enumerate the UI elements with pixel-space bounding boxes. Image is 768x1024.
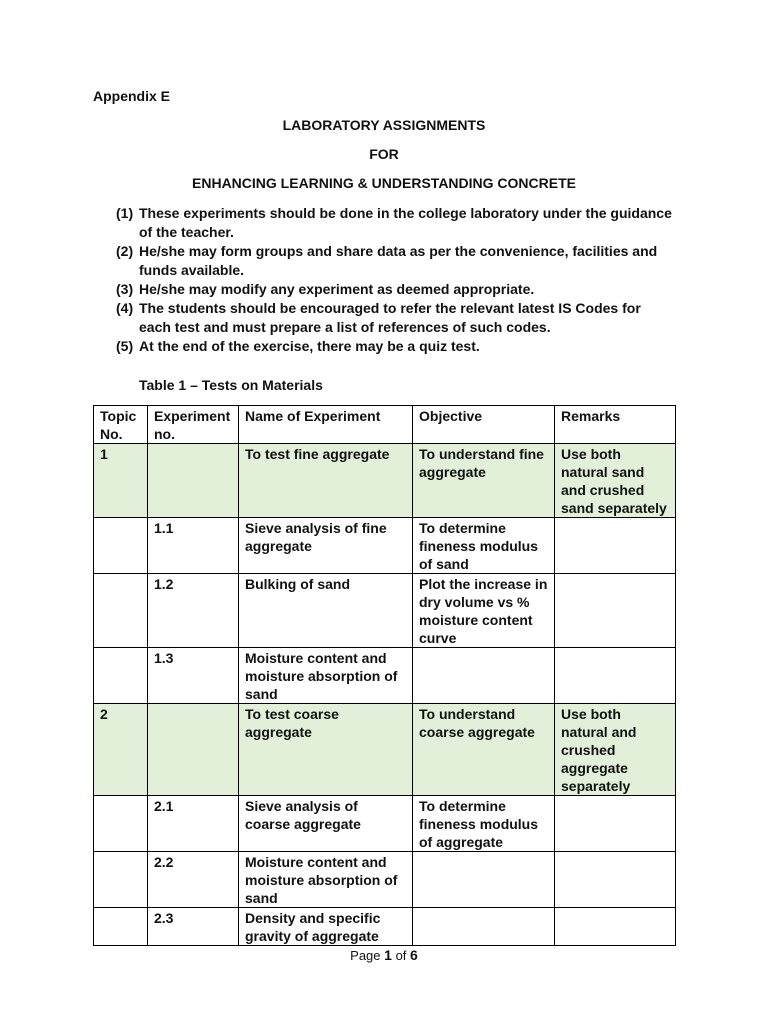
- header-topic-no: Topic No.: [94, 406, 148, 444]
- cell-experiment: 1.1: [148, 518, 239, 574]
- cell-topic: [94, 518, 148, 574]
- table-header-row: [94, 406, 676, 444]
- cell-remarks: Use both natural sand and crushed sand separately: [555, 444, 676, 518]
- materials-tests-table: [93, 405, 676, 946]
- cell-objective: To understand coarse aggregate: [413, 704, 555, 796]
- table-row: [94, 908, 676, 946]
- title-line-2: FOR: [369, 146, 399, 162]
- instruction-item: [116, 242, 676, 280]
- current-page-number: 1: [384, 947, 392, 963]
- instruction-item: [116, 337, 676, 356]
- cell-name: Bulking of sand: [239, 574, 413, 648]
- cell-topic: 1: [94, 444, 148, 518]
- cell-experiment: 2.2: [148, 852, 239, 908]
- cell-name: Sieve analysis of fine aggregate: [239, 518, 413, 574]
- cell-topic: [94, 908, 148, 946]
- of-word: of: [395, 948, 407, 963]
- cell-experiment: 1.2: [148, 574, 239, 648]
- cell-objective: To understand fine aggregate: [413, 444, 555, 518]
- appendix-label: Appendix E: [93, 88, 171, 104]
- instruction-text: These experiments should be done in the college laboratory under the guidance of the teacher.: [139, 205, 672, 240]
- table-row: [94, 796, 676, 852]
- table-row: [94, 852, 676, 908]
- cell-objective: To determine fineness modulus of aggregate: [413, 796, 555, 852]
- cell-name: To test coarse aggregate: [239, 704, 413, 796]
- header-objective: Objective: [413, 406, 555, 444]
- total-pages-number: 6: [410, 947, 418, 963]
- cell-name: To test fine aggregate: [239, 444, 413, 518]
- header-name-of-experiment: Name of Experiment: [239, 406, 413, 444]
- instruction-number: (3): [116, 281, 134, 297]
- instruction-number: (5): [116, 338, 134, 354]
- cell-name: Density and specific gravity of aggregate: [239, 908, 413, 946]
- page-word: Page: [350, 948, 381, 963]
- instruction-number: (4): [116, 300, 134, 316]
- cell-remarks: [555, 648, 676, 704]
- header-experiment-no: Experiment no.: [148, 406, 239, 444]
- cell-remarks: [555, 574, 676, 648]
- cell-experiment: [148, 704, 239, 796]
- cell-experiment: 2.1: [148, 796, 239, 852]
- cell-experiment: 1.3: [148, 648, 239, 704]
- instruction-number: (2): [116, 243, 134, 259]
- instruction-text: He/she may form groups and share data as per the convenience, facilities and funds available.: [139, 243, 658, 278]
- cell-remarks: [555, 852, 676, 908]
- table-row: [94, 648, 676, 704]
- title-line-1: LABORATORY ASSIGNMENTS: [282, 117, 486, 133]
- cell-topic: [94, 574, 148, 648]
- table-row: [94, 574, 676, 648]
- cell-objective: [413, 908, 555, 946]
- cell-remarks: [555, 908, 676, 946]
- cell-name: Moisture content and moisture absorption of sand: [239, 648, 413, 704]
- header-remarks: Remarks: [555, 406, 676, 444]
- instruction-item: [116, 299, 676, 337]
- table-caption: Table 1 – Tests on Materials: [139, 377, 323, 393]
- page-footer: [0, 947, 768, 963]
- cell-topic: [94, 648, 148, 704]
- instruction-number: (1): [116, 205, 134, 221]
- cell-topic: [94, 852, 148, 908]
- cell-remarks: [555, 518, 676, 574]
- title-line-3: ENHANCING LEARNING & UNDERSTANDING CONCRETE: [192, 175, 576, 191]
- cell-objective: To determine fineness modulus of sand: [413, 518, 555, 574]
- cell-name: Moisture content and moisture absorption of sand: [239, 852, 413, 908]
- cell-topic: 2: [94, 704, 148, 796]
- instruction-item: [116, 280, 676, 299]
- cell-name: Sieve analysis of coarse aggregate: [239, 796, 413, 852]
- instruction-text: The students should be encouraged to refer the relevant latest IS Codes for each test and must prepare a list of references of such codes.: [139, 300, 641, 335]
- instruction-item: [116, 204, 676, 242]
- instruction-text: He/she may modify any experiment as deemed appropriate.: [139, 281, 535, 297]
- cell-experiment: 2.3: [148, 908, 239, 946]
- cell-objective: [413, 648, 555, 704]
- cell-objective: [413, 852, 555, 908]
- cell-remarks: Use both natural and crushed aggregate separately: [555, 704, 676, 796]
- instruction-list: [116, 204, 676, 356]
- cell-objective: Plot the increase in dry volume vs % moisture content curve: [413, 574, 555, 648]
- cell-remarks: [555, 796, 676, 852]
- table-row-topic: [94, 704, 676, 796]
- table-row: [94, 518, 676, 574]
- cell-topic: [94, 796, 148, 852]
- instruction-text: At the end of the exercise, there may be a quiz test.: [139, 338, 480, 354]
- cell-experiment: [148, 444, 239, 518]
- table-row-topic: [94, 444, 676, 518]
